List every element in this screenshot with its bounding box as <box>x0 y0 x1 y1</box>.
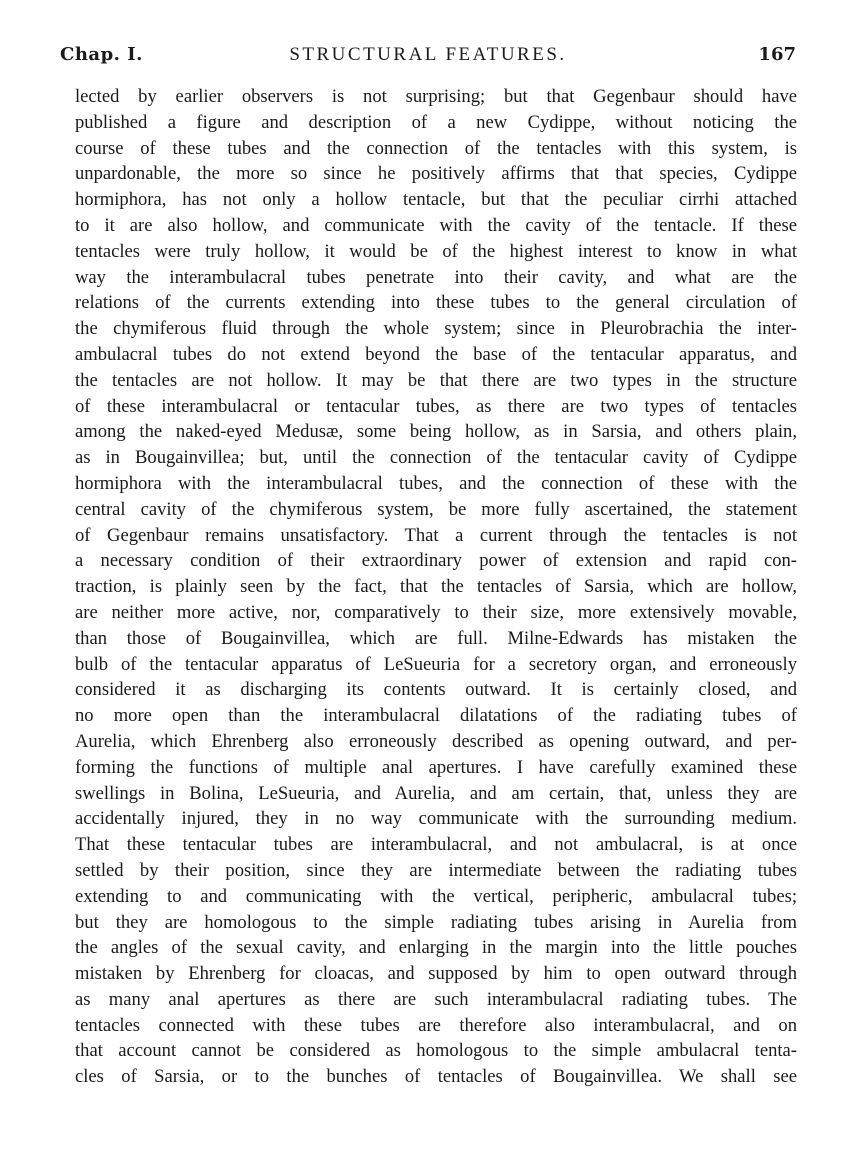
text-line: no more open than the interambulacral dilatations of the radiating tubes of <box>75 705 797 727</box>
text-line: published a figure and description of a new Cydippe, without noticing the <box>75 111 797 133</box>
text-line: as in Bougainvillea; but, until the connection of the tentacular cavity of Cydippe <box>75 447 797 469</box>
text-line: accidentally injured, they in no way communicate with the surrounding medium. <box>75 808 797 830</box>
text-line: ambulacral tubes do not extend beyond the base of the tentacular apparatus, and <box>75 343 797 365</box>
text-line: the tentacles are not hollow. It may be that there are two types in the structure <box>75 369 797 391</box>
text-line: of these interambulacral or tentacular tubes, as there are two types of tentacles <box>75 395 797 417</box>
text-line: hormiphora, has not only a hollow tentacle, but that the peculiar cirrhi attached <box>75 189 797 211</box>
text-line: way the interambulacral tubes penetrate into their cavity, and what are the <box>75 266 797 288</box>
text-line: the angles of the sexual cavity, and enlarging in the margin into the little pouches <box>75 937 797 959</box>
chapter-label: Chap. I. <box>60 44 143 65</box>
text-line: than those of Bougainvillea, which are full. Milne-Edwards has mistaken the <box>75 627 797 649</box>
text-line: tentacles connected with these tubes are therefore also interambulacral, and on <box>75 1014 797 1036</box>
text-line: traction, is plainly seen by the fact, that the tentacles of Sarsia, which are hollow, <box>75 576 797 598</box>
text-line: settled by their position, since they are intermediate between the radiating tubes <box>75 859 797 881</box>
running-title: STRUCTURAL FEATURES. <box>289 44 567 65</box>
text-line: bulb of the tentacular apparatus of LeSueuria for a secretory organ, and erroneously <box>75 653 797 675</box>
text-line: cles of Sarsia, or to the bunches of tentacles of Bougainvillea. We shall see <box>75 1066 797 1088</box>
text-line: lected by earlier observers is not surprising; but that Gegenbaur should have <box>75 86 797 107</box>
text-line: mistaken by Ehrenberg for cloacas, and supposed by him to open outward through <box>75 963 797 985</box>
text-line: extending to and communicating with the vertical, peripheric, ambulacral tubes; <box>75 885 797 907</box>
page-number: 167 <box>758 44 796 65</box>
text-line: to it are also hollow, and communicate with the cavity of the tentacle. If these <box>75 214 797 236</box>
running-head <box>60 40 796 74</box>
text-line: considered it as discharging its contents outward. It is certainly closed, and <box>75 679 797 701</box>
text-line: forming the functions of multiple anal apertures. I have carefully examined these <box>75 756 797 778</box>
text-line: are neither more active, nor, comparatively to their size, more extensively movable, <box>75 601 797 623</box>
text-line: central cavity of the chymiferous system, be more fully ascertained, the statement <box>75 498 797 520</box>
text-line: course of these tubes and the connection of the tentacles with this system, is <box>75 137 797 159</box>
body-text <box>75 84 797 1090</box>
text-line: that account cannot be considered as homologous to the simple ambulacral tenta- <box>75 1040 797 1062</box>
text-line: hormiphora with the interambulacral tubes, and the connection of these with the <box>75 472 797 494</box>
text-line: That these tentacular tubes are interambulacral, and not ambulacral, is at once <box>75 834 797 856</box>
text-line: Aurelia, which Ehrenberg also erroneously described as opening outward, and per- <box>75 730 797 752</box>
text-line: tentacles were truly hollow, it would be of the highest interest to know in what <box>75 240 797 262</box>
text-line: relations of the currents extending into these tubes to the general circulation of <box>75 292 797 314</box>
text-line: as many anal apertures as there are such interambulacral radiating tubes. The <box>75 988 797 1010</box>
text-line: but they are homologous to the simple radiating tubes arising in Aurelia from <box>75 911 797 933</box>
text-line: unpardonable, the more so since he positively affirms that that species, Cydippe <box>75 163 797 185</box>
text-line: swellings in Bolina, LeSueuria, and Aurelia, and am certain, that, unless they are <box>75 782 797 804</box>
text-line: the chymiferous fluid through the whole system; since in Pleurobrachia the inter- <box>75 318 797 340</box>
text-line: among the naked-eyed Medusæ, some being hollow, as in Sarsia, and others plain, <box>75 421 797 443</box>
text-line: of Gegenbaur remains unsatisfactory. That a current through the tentacles is not <box>75 524 797 546</box>
text-line: a necessary condition of their extraordinary power of extension and rapid con- <box>75 550 797 572</box>
